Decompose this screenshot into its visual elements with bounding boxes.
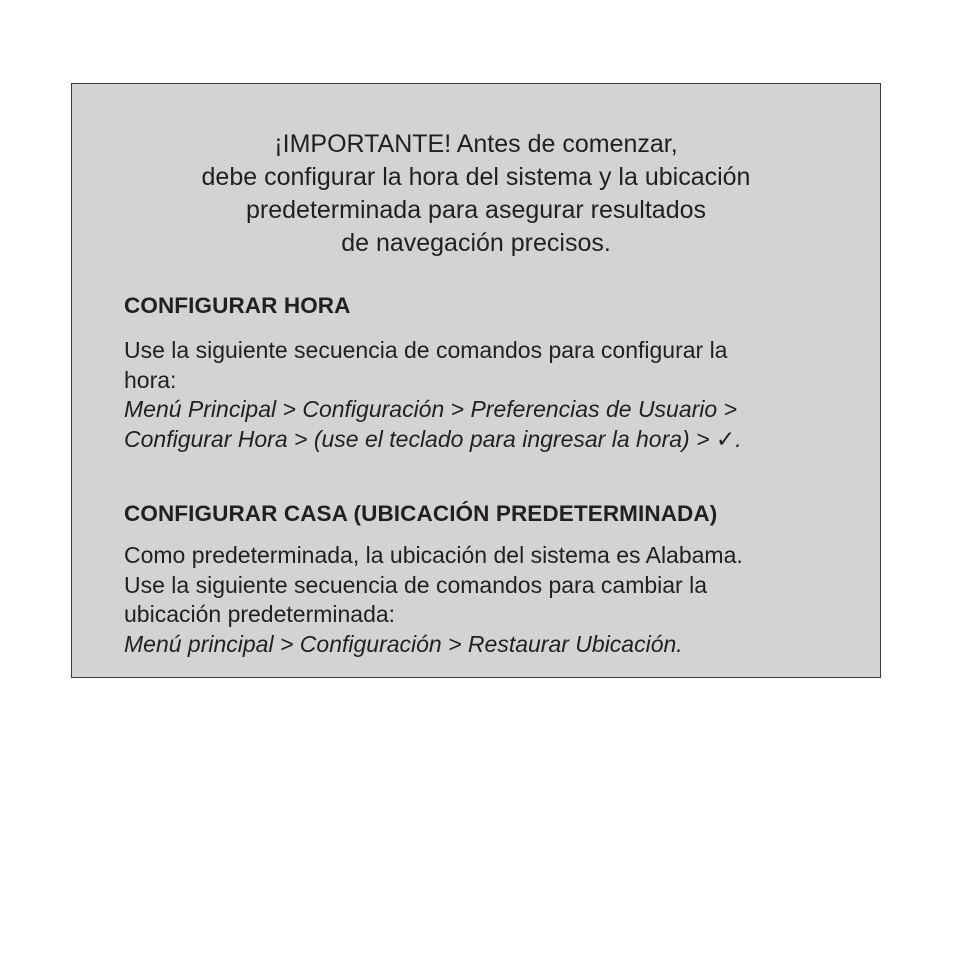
set-time-instructions	[124, 336, 864, 454]
intro-line: debe configurar la hora del sistema y la ubicación	[201, 163, 751, 191]
important-notice-box	[71, 83, 881, 678]
set-home-instructions	[124, 541, 864, 659]
instruction-line: hora:	[124, 366, 177, 393]
intro-line: ¡IMPORTANTE! Antes de comenzar,	[274, 130, 678, 158]
menu-path-line: Menú principal > Configuración > Restaurar Ubicación.	[124, 630, 683, 657]
instruction-line: Use la siguiente secuencia de comandos para configurar la	[124, 337, 728, 363]
instruction-line: ubicación predeterminada:	[124, 601, 396, 627]
instruction-line: Use la siguiente secuencia de comandos para cambiar la	[124, 571, 707, 598]
menu-path-line: Configurar Hora > (use el teclado para ingresar la hora) > ✓.	[124, 425, 742, 452]
menu-path-line: Menú Principal > Configuración > Preferencias de Usuario >	[124, 396, 738, 422]
instruction-line: Como predeterminada, la ubicación del sistema es Alabama.	[124, 542, 743, 568]
important-intro	[72, 128, 880, 260]
set-time-section	[124, 292, 864, 454]
set-home-heading: CONFIGURAR CASA (UBICACIÓN PREDETERMINADA)	[124, 501, 718, 526]
intro-line: predeterminada para asegurar resultados	[246, 196, 706, 224]
set-time-heading: CONFIGURAR HORA	[124, 293, 351, 318]
intro-line: de navegación precisos.	[341, 229, 611, 257]
set-home-section	[124, 500, 864, 659]
